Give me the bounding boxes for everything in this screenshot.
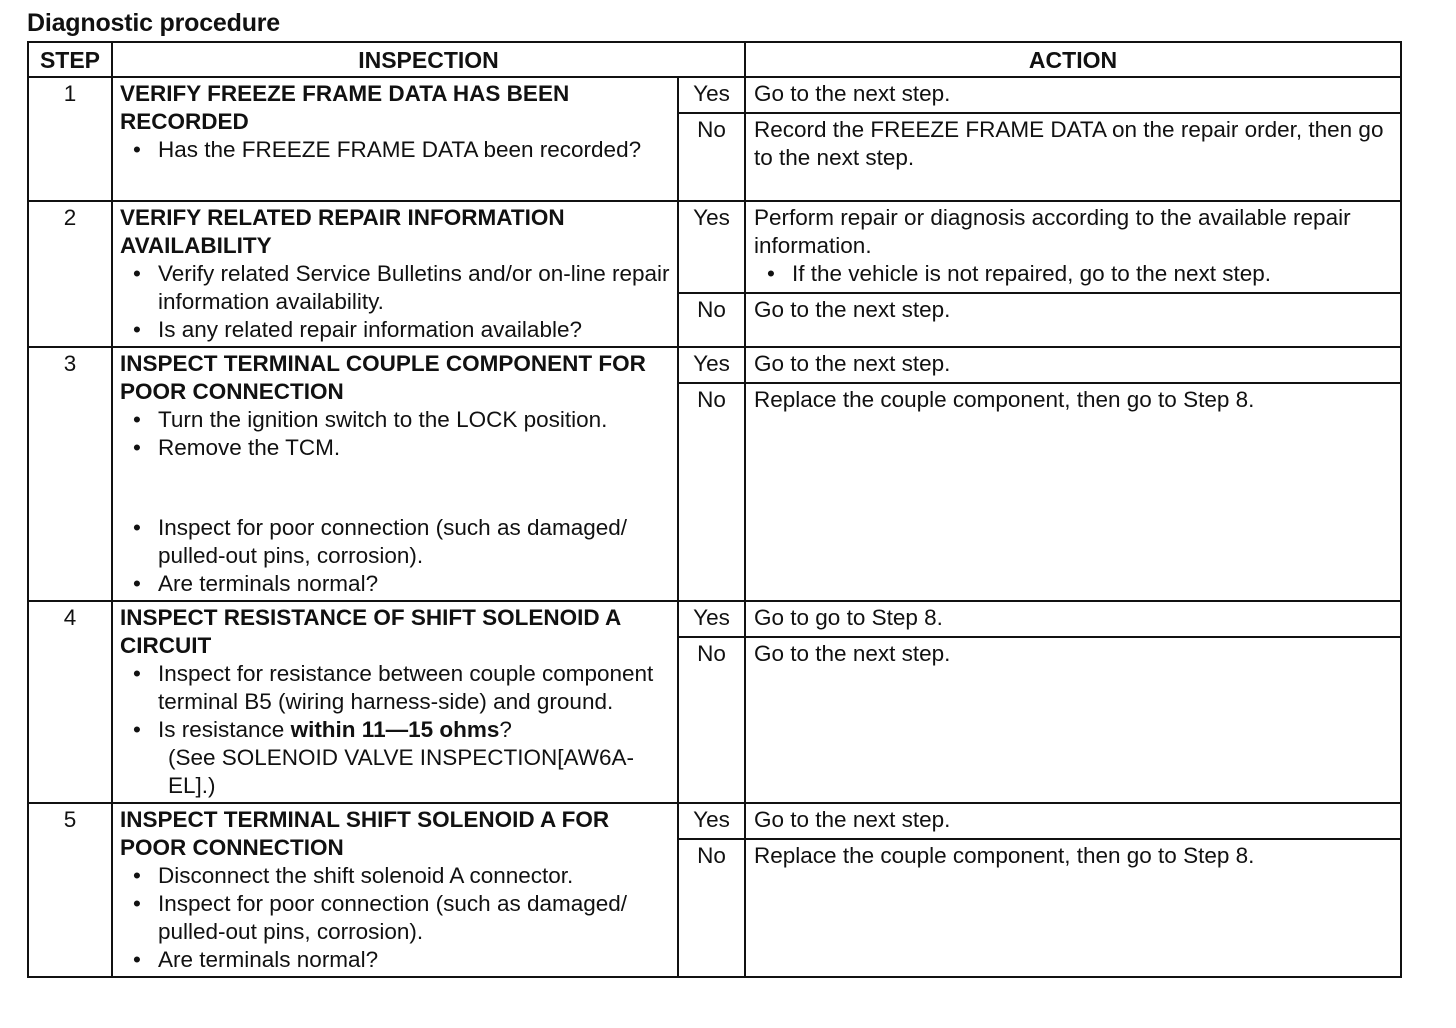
yes-label: Yes (678, 77, 745, 113)
step-heading: INSPECT RESISTANCE OF SHIFT SOLENOID A CIRCUIT (120, 605, 621, 658)
no-action: Record the FREEZE FRAME DATA on the repair order, then go to the next step. (745, 113, 1401, 201)
step-row-yes (28, 77, 1401, 113)
bullet-list (120, 514, 673, 598)
resistance-spec: within 11—15 ohms (290, 717, 500, 742)
reference-note: (See SOLENOID VALVE INSPECTION[AW6A-EL].) (168, 745, 634, 798)
action-bullet-list (754, 260, 1396, 288)
yes-label: Yes (678, 803, 745, 839)
bullet-item: • Turn the ignition switch to the LOCK position. (120, 406, 673, 434)
bullet-item: • Is any related repair information available? (120, 316, 673, 344)
step-heading: INSPECT TERMINAL SHIFT SOLENOID A FOR POOR CONNECTION (120, 807, 610, 860)
header-action: ACTION (745, 42, 1401, 77)
no-action: Replace the couple component, then go to Step 8. (745, 383, 1401, 601)
yes-action: Go to the next step. (745, 77, 1401, 113)
step-number: 4 (28, 601, 112, 803)
step-inspection (112, 601, 678, 803)
step-heading: INSPECT TERMINAL COUPLE COMPONENT FOR POOR CONNECTION (120, 351, 646, 404)
action-bullet-item: • If the vehicle is not repaired, go to the next step. (754, 260, 1396, 288)
step-row-yes (28, 803, 1401, 839)
header-row (28, 42, 1401, 77)
bullet-item (120, 716, 673, 800)
step-inspection (112, 347, 678, 601)
bullet-item: • Are terminals normal? (120, 946, 673, 974)
step-inspection (112, 77, 678, 201)
bullet-item: • Disconnect the shift solenoid A connector. (120, 862, 673, 890)
bullet-text: Is resistance (158, 717, 291, 742)
bullet-list (120, 660, 673, 800)
step-number: 2 (28, 201, 112, 347)
step-number: 5 (28, 803, 112, 977)
bullet-item: • Remove the TCM. (120, 434, 673, 462)
yes-label: Yes (678, 201, 745, 293)
page-title: Diagnostic procedure (27, 9, 280, 37)
yes-label: Yes (678, 347, 745, 383)
step-inspection (112, 803, 678, 977)
bullet-list (120, 260, 673, 344)
yes-action: Go to the next step. (745, 347, 1401, 383)
step-heading: VERIFY FREEZE FRAME DATA HAS BEEN RECORDED (120, 81, 570, 134)
step-number: 1 (28, 77, 112, 201)
header-step: STEP (28, 42, 112, 77)
step-row-yes (28, 601, 1401, 637)
step-row-yes (28, 347, 1401, 383)
step-row-yes (28, 201, 1401, 293)
spacer (120, 462, 673, 514)
step-inspection (112, 201, 678, 347)
bullet-item: • Are terminals normal? (120, 570, 673, 598)
no-label: No (678, 637, 745, 803)
yes-action-text: Perform repair or diagnosis according to the available repair information. (754, 205, 1351, 258)
bullet-item: • Inspect for resistance between couple component terminal B5 (wiring harness-side) and ground. (120, 660, 673, 716)
bullet-list (120, 136, 673, 164)
step-number: 3 (28, 347, 112, 601)
bullet-item: • Verify related Service Bulletins and/or on-line repair information availability. (120, 260, 673, 316)
bullet-item: • Inspect for poor connection (such as damaged/ pulled-out pins, corrosion). (120, 514, 673, 570)
bullet-list (120, 406, 673, 462)
bullet-item: • Has the FREEZE FRAME DATA been recorded? (120, 136, 673, 164)
no-label: No (678, 113, 745, 201)
diagnostic-procedure-table (27, 41, 1402, 978)
yes-label: Yes (678, 601, 745, 637)
bullet-text: ? (499, 717, 512, 742)
yes-action: Go to go to Step 8. (745, 601, 1401, 637)
no-action: Go to the next step. (745, 637, 1401, 803)
no-label: No (678, 383, 745, 601)
no-label: No (678, 839, 745, 977)
step-heading: VERIFY RELATED REPAIR INFORMATION AVAILABILITY (120, 205, 565, 258)
no-action: Go to the next step. (745, 293, 1401, 347)
bullet-list (120, 862, 673, 974)
no-action: Replace the couple component, then go to Step 8. (745, 839, 1401, 977)
yes-action: Go to the next step. (745, 803, 1401, 839)
no-label: No (678, 293, 745, 347)
yes-action (745, 201, 1401, 293)
bullet-item: • Inspect for poor connection (such as damaged/ pulled-out pins, corrosion). (120, 890, 673, 946)
header-inspection: INSPECTION (112, 42, 745, 77)
